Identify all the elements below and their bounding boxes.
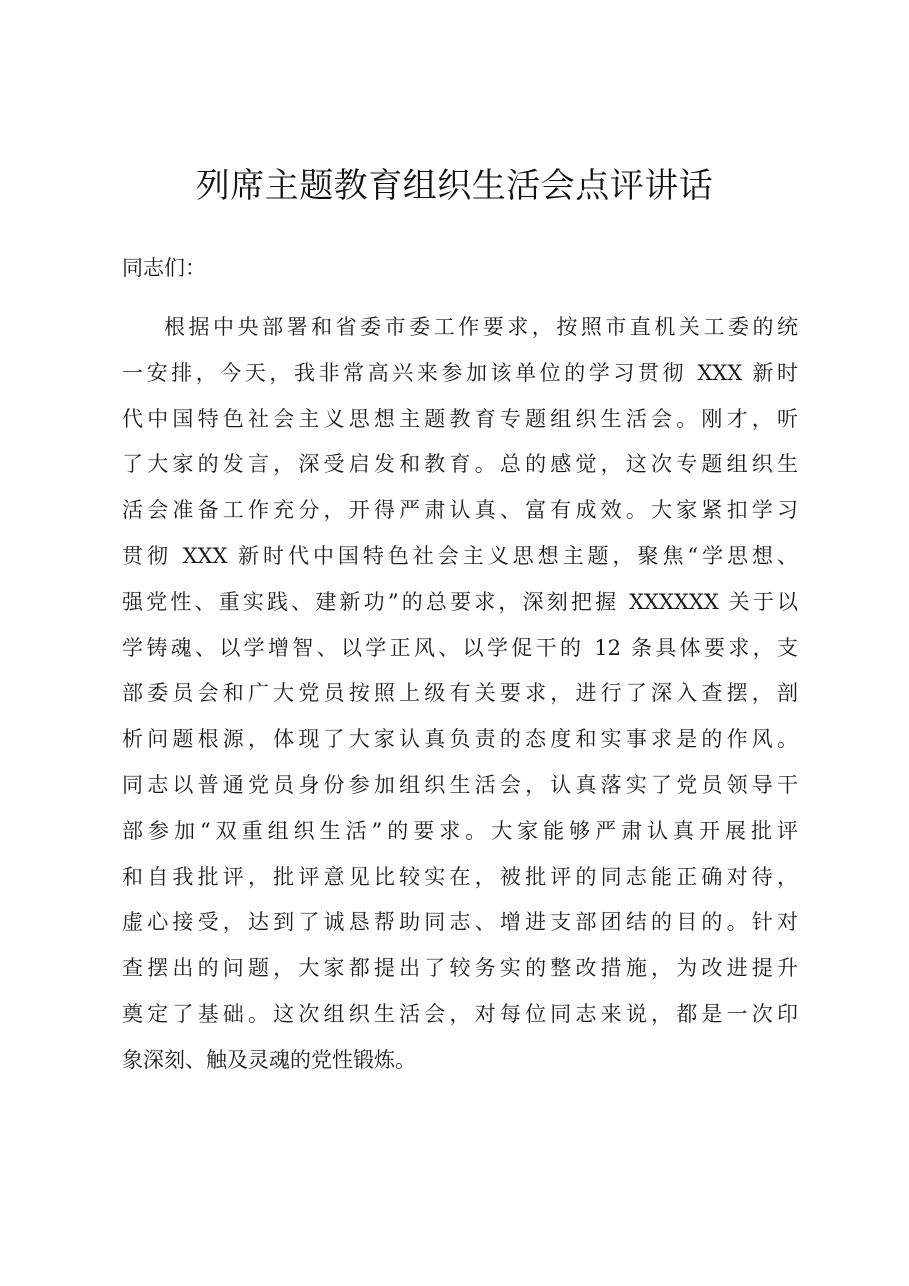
paragraph-line: 查摆出的问题，大家都提出了较务实的整改措施，为改进提升 bbox=[122, 956, 798, 981]
paragraph-line: 活会准备工作充分，开得严肃认真、富有成效。大家紧扣学习 bbox=[122, 498, 798, 523]
paragraph-line: 代中国特色社会主义思想主题教育专题组织生活会。刚才，听 bbox=[122, 406, 798, 431]
paragraph-line: 贯彻 XXX 新时代中国特色社会主义思想主题，聚焦“学思想、 bbox=[122, 543, 798, 568]
paragraph-line: 和自我批评，批评意见比较实在，被批评的同志能正确对待， bbox=[122, 864, 798, 889]
paragraph-line: 学铸魂、以学增智、以学正风、以学促干的 12 条具体要求，支 bbox=[122, 635, 798, 660]
paragraph-line: 了大家的发言，深受启发和教育。总的感觉，这次专题组织生 bbox=[122, 452, 798, 477]
paragraph-line: 象深刻、触及灵魂的党性锻炼。 bbox=[122, 1047, 416, 1072]
paragraph-line: 强党性、重实践、建新功”的总要求，深刻把握 XXXXXX 关于以 bbox=[122, 589, 798, 614]
salutation: 同志们： bbox=[122, 256, 206, 280]
paragraph-line: 根据中央部署和省委市委工作要求，按照市直机关工委的统 bbox=[164, 315, 798, 339]
paragraph-line: 奠定了基础。这次组织生活会，对每位同志来说，都是一次印 bbox=[122, 1001, 798, 1026]
paragraph-line: 一安排，今天，我非常高兴来参加该单位的学习贯彻 XXX 新时 bbox=[122, 360, 798, 385]
body-paragraph bbox=[122, 305, 798, 1084]
paragraph-line: 部委员会和广大党员按照上级有关要求，进行了深入查摆，剖 bbox=[122, 681, 798, 706]
paragraph-line: 虚心接受，达到了诚恳帮助同志、增进支部团结的目的。针对 bbox=[122, 910, 798, 935]
paragraph-line: 部参加“双重组织生活”的要求。大家能够严肃认真开展批评 bbox=[122, 818, 798, 843]
paragraph-line: 析问题根源，体现了大家认真负责的态度和实事求是的作风。 bbox=[122, 727, 798, 752]
paragraph-line: 同志以普通党员身份参加组织生活会，认真落实了党员领导干 bbox=[122, 772, 798, 797]
document-title: 列席主题教育组织生活会点评讲话 bbox=[195, 166, 714, 206]
